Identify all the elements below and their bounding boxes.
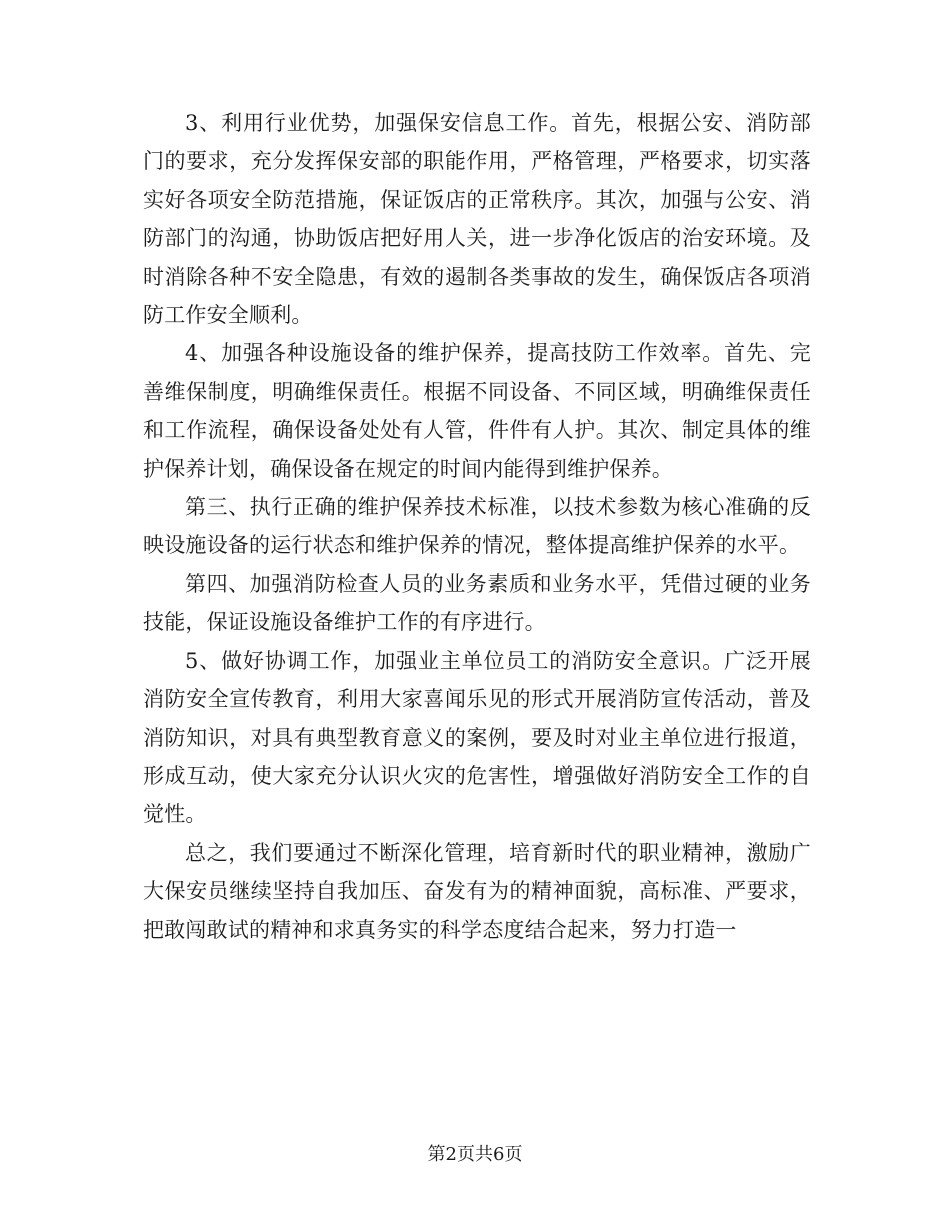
paragraph-3: 第三、执行正确的维护保养技术标准，以技术参数为核心准确的反映设施设备的运行状态和维护保养的情况，整体提高维护保养的水平。: [143, 495, 811, 558]
paragraph-4: 第四、加强消防检查人员的业务素质和业务水平，凭借过硬的业务技能，保证设施设备维护工作的有序进行。: [143, 571, 811, 635]
document-body: [143, 104, 811, 949]
paragraph-2: 4、加强各种设施设备的维护保养，提高技防工作效率。首先、完善维保制度，明确维保责任。根据不同设备、不同区域，明确维保责任和工作流程，确保设备处处有人管，件件有人护。其次、制定具体的维护保养计划，确保设备在规定的时间内能得到维护保养。: [143, 341, 811, 481]
paragraph-1: 3、利用行业优势，加强保安信息工作。首先，根据公安、消防部门的要求，充分发挥保安部的职能作用，严格管理，严格要求，切实落实好各项安全防范措施，保证饭店的正常秩序。其次，加强与公安、消防部门的沟通，协助饭店把好用人关，进一步净化饭店的治安环境。及时消除各种不安全隐患，有效的遏制各类事故的发生，确保饭店各项消防工作安全顺利。: [143, 111, 811, 328]
paragraph-6: 总之，我们要通过不断深化管理，培育新时代的职业精神，激励广大保安员继续坚持自我加压、奋发有为的精神面貌，高标准、严要求，把敢闯敢试的精神和求真务实的科学态度结合起来，努力打造一: [143, 840, 811, 942]
page-number-footer: 第2页共6页: [427, 1144, 523, 1165]
paragraph-5: 5、做好协调工作，加强业主单位员工的消防安全意识。广泛开展消防安全宣传教育，利用大家喜闻乐见的形式开展消防宣传活动，普及消防知识，对具有典型教育意义的案例，要及时对业主单位进行报道，形成互动，使大家充分认识火灾的危害性，增强做好消防安全工作的自觉性。: [143, 648, 811, 827]
